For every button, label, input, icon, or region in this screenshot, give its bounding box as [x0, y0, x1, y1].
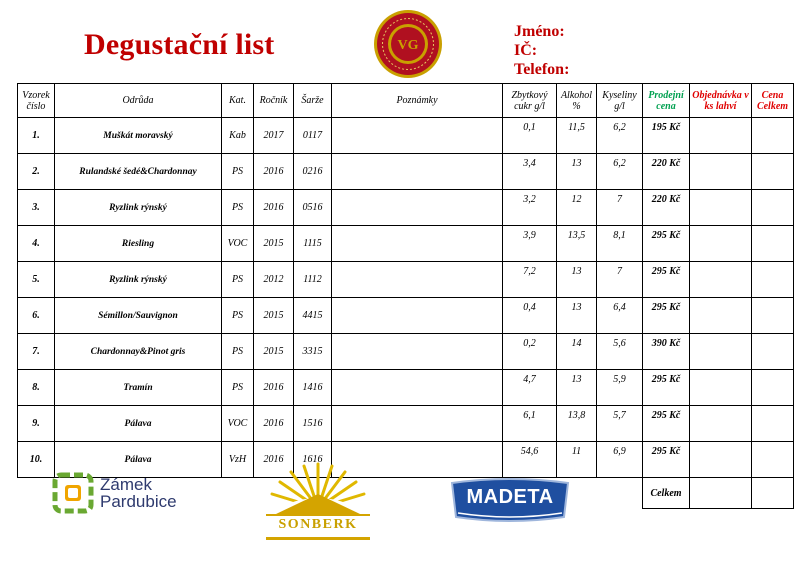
notes-cell[interactable]: [332, 262, 503, 298]
batch: 0516: [294, 190, 332, 226]
category: PS: [222, 154, 254, 190]
phone-label: Telefon:: [514, 61, 570, 78]
col-alcohol: Alkohol %: [557, 84, 597, 118]
sample-number: 9.: [18, 406, 55, 442]
alcohol: 13: [557, 154, 597, 190]
order-qty-cell[interactable]: [690, 118, 752, 154]
residual-sugar: 0,4: [503, 298, 557, 334]
sonberk-wordmark: SONBERK: [278, 517, 358, 532]
table-row: [18, 298, 794, 334]
table-row: [18, 190, 794, 226]
residual-sugar: 0,2: [503, 334, 557, 370]
total-price-cell[interactable]: [752, 118, 794, 154]
col-batch: Šarže: [294, 84, 332, 118]
acidity: 5,7: [597, 406, 643, 442]
document-title: Degustační list: [84, 28, 275, 61]
acidity: 6,2: [597, 118, 643, 154]
sample-number: 7.: [18, 334, 55, 370]
table-row: [18, 334, 794, 370]
variety-name: Muškát moravský: [55, 118, 222, 154]
total-price-cell[interactable]: [752, 262, 794, 298]
sonberk-underline: [258, 536, 378, 542]
order-qty-cell[interactable]: [690, 262, 752, 298]
alcohol: 13,8: [557, 406, 597, 442]
notes-cell[interactable]: [332, 370, 503, 406]
batch: 3315: [294, 334, 332, 370]
variety-name: Tramín: [55, 370, 222, 406]
sample-number: 5.: [18, 262, 55, 298]
residual-sugar: 6,1: [503, 406, 557, 442]
col-sample-number: Vzorek číslo: [18, 84, 55, 118]
total-price-cell[interactable]: [752, 190, 794, 226]
sale-price: 220 Kč: [643, 154, 690, 190]
residual-sugar: 54,6: [503, 442, 557, 478]
alcohol: 13: [557, 298, 597, 334]
sale-price: 295 Kč: [643, 298, 690, 334]
vintage: 2016: [254, 406, 294, 442]
category: PS: [222, 334, 254, 370]
sale-price: 220 Kč: [643, 190, 690, 226]
batch: 1516: [294, 406, 332, 442]
vintage: 2016: [254, 190, 294, 226]
table-row: [18, 262, 794, 298]
order-qty-cell[interactable]: [690, 298, 752, 334]
alcohol: 13: [557, 262, 597, 298]
batch: 1115: [294, 226, 332, 262]
sale-price: 195 Kč: [643, 118, 690, 154]
notes-cell[interactable]: [332, 154, 503, 190]
notes-cell[interactable]: [332, 406, 503, 442]
batch: 4415: [294, 298, 332, 334]
sonberk-logo: [258, 460, 378, 540]
order-qty-cell[interactable]: [690, 442, 752, 478]
category: PS: [222, 190, 254, 226]
residual-sugar: 4,7: [503, 370, 557, 406]
total-price-cell[interactable]: [752, 334, 794, 370]
zamek-line2: Pardubice: [100, 492, 177, 511]
category: VzH: [222, 442, 254, 478]
vintage: 2015: [254, 226, 294, 262]
batch: 0117: [294, 118, 332, 154]
table-row: [18, 226, 794, 262]
category: VOC: [222, 226, 254, 262]
total-price-cell[interactable]: [752, 406, 794, 442]
madeta-wordmark: MADETA: [466, 486, 554, 508]
notes-cell[interactable]: [332, 226, 503, 262]
total-price-cell[interactable]: [752, 154, 794, 190]
vintage: 2016: [254, 154, 294, 190]
category: PS: [222, 298, 254, 334]
col-total-price: Cena Celkem: [752, 84, 794, 118]
madeta-logo: [448, 477, 572, 523]
acidity: 5,9: [597, 370, 643, 406]
notes-cell[interactable]: [332, 190, 503, 226]
total-price-cell[interactable]: [752, 226, 794, 262]
order-qty-cell[interactable]: [690, 154, 752, 190]
col-notes: Poznámky: [332, 84, 503, 118]
residual-sugar: 0,1: [503, 118, 557, 154]
vintage: 2016: [254, 442, 294, 478]
residual-sugar: 7,2: [503, 262, 557, 298]
category: VOC: [222, 406, 254, 442]
total-price-cell[interactable]: [752, 298, 794, 334]
residual-sugar: 3,2: [503, 190, 557, 226]
notes-cell[interactable]: [332, 334, 503, 370]
sale-price: 295 Kč: [643, 226, 690, 262]
alcohol: 14: [557, 334, 597, 370]
batch: 1112: [294, 262, 332, 298]
vintage: 2017: [254, 118, 294, 154]
sale-price: 295 Kč: [643, 262, 690, 298]
order-qty-cell[interactable]: [690, 334, 752, 370]
col-category: Kat.: [222, 84, 254, 118]
sale-price: 295 Kč: [643, 370, 690, 406]
col-variety: Odrůda: [55, 84, 222, 118]
order-qty-cell[interactable]: [690, 190, 752, 226]
residual-sugar: 3,4: [503, 154, 557, 190]
variety-name: Chardonnay&Pinot gris: [55, 334, 222, 370]
acidity: 7: [597, 262, 643, 298]
price-total-cell[interactable]: [752, 478, 794, 509]
sale-price: 390 Kč: [643, 334, 690, 370]
zamek-logo-text: [100, 476, 177, 510]
variety-name: Sémillon/Sauvignon: [55, 298, 222, 334]
order-qty-cell[interactable]: [690, 370, 752, 406]
alcohol: 12: [557, 190, 597, 226]
sale-price: 295 Kč: [643, 406, 690, 442]
batch: 0216: [294, 154, 332, 190]
table-header-row: [18, 84, 794, 118]
variety-name: Pálava: [55, 442, 222, 478]
sample-number: 2.: [18, 154, 55, 190]
acidity: 6,2: [597, 154, 643, 190]
col-sale-price: Prodejní cena: [643, 84, 690, 118]
sale-price: 295 Kč: [643, 442, 690, 478]
category: PS: [222, 370, 254, 406]
col-vintage: Ročník: [254, 84, 294, 118]
total-price-cell[interactable]: [752, 370, 794, 406]
variety-name: Pálava: [55, 406, 222, 442]
variety-name: Ryzlink rýnský: [55, 190, 222, 226]
vintage: 2015: [254, 334, 294, 370]
alcohol: 13,5: [557, 226, 597, 262]
vintage: 2015: [254, 298, 294, 334]
sunrise-icon: [258, 460, 378, 516]
alcohol: 13: [557, 370, 597, 406]
batch: 1616: [294, 442, 332, 478]
residual-sugar: 3,9: [503, 226, 557, 262]
alcohol: 11,5: [557, 118, 597, 154]
zamek-emblem-icon: [52, 472, 94, 514]
notes-cell[interactable]: [332, 118, 503, 154]
batch: 1416: [294, 370, 332, 406]
sample-number: 10.: [18, 442, 55, 478]
sample-number: 1.: [18, 118, 55, 154]
acidity: 6,9: [597, 442, 643, 478]
col-acidity: Kyseliny g/l: [597, 84, 643, 118]
col-order-qty: Objednávka v ks lahví: [690, 84, 752, 118]
order-total-cell[interactable]: [690, 478, 752, 509]
table-row: [18, 154, 794, 190]
table-row: [18, 118, 794, 154]
contact-block: [514, 22, 569, 79]
variety-name: Riesling: [55, 226, 222, 262]
sample-number: 3.: [18, 190, 55, 226]
order-qty-cell[interactable]: [690, 226, 752, 262]
sample-number: 6.: [18, 298, 55, 334]
category: Kab: [222, 118, 254, 154]
table-row: [18, 370, 794, 406]
name-label: Jméno:: [514, 23, 565, 40]
acidity: 8,1: [597, 226, 643, 262]
acidity: 5,6: [597, 334, 643, 370]
order-qty-cell[interactable]: [690, 406, 752, 442]
svg-text:VG: VG: [397, 38, 419, 53]
col-residual-sugar: Zbytkový cukr g/l: [503, 84, 557, 118]
notes-cell[interactable]: [332, 298, 503, 334]
total-price-cell[interactable]: [752, 442, 794, 478]
variety-name: Rulandské šedé&Chardonnay: [55, 154, 222, 190]
total-label: Celkem: [643, 478, 690, 509]
acidity: 7: [597, 190, 643, 226]
variety-name: Ryzlink rýnský: [55, 262, 222, 298]
winery-seal-logo: [372, 8, 444, 80]
sample-number: 8.: [18, 370, 55, 406]
tasting-table: [17, 83, 794, 509]
zamek-pardubice-logo: [52, 472, 202, 514]
vintage: 2012: [254, 262, 294, 298]
sample-number: 4.: [18, 226, 55, 262]
table-row: [18, 406, 794, 442]
id-label: IČ:: [514, 42, 538, 59]
acidity: 6,4: [597, 298, 643, 334]
category: PS: [222, 262, 254, 298]
zamek-line1: Zámek: [100, 475, 152, 494]
alcohol: 11: [557, 442, 597, 478]
vintage: 2016: [254, 370, 294, 406]
